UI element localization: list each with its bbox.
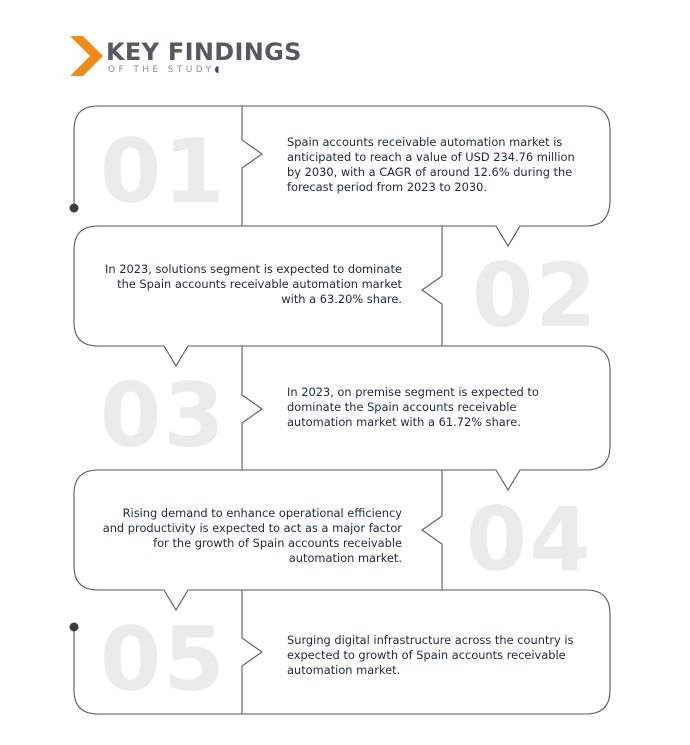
finding-text-05: Surging digital infrastructure across the country is expected to growth of Spain accounts receivable automation market. bbox=[287, 633, 574, 677]
finding-number-01: 01 bbox=[100, 120, 227, 223]
finding-text-02: In 2023, solutions segment is expected to dominate the Spain accounts receivable automation market with a 63.20% share. bbox=[105, 262, 402, 306]
divider-01 bbox=[242, 106, 262, 226]
finding-text-04: Rising demand to enhance operational efficiency and productivity is expected to act as a major factor for the growth of Spain accounts receivable automation market. bbox=[102, 506, 402, 565]
page-title: KEY FINDINGS bbox=[106, 38, 302, 66]
timeline-dot-bottom bbox=[70, 623, 79, 632]
timeline-dot-top bbox=[70, 204, 79, 213]
dot-icon: ◖ bbox=[214, 65, 220, 75]
finding-number-03: 03 bbox=[100, 364, 227, 467]
finding-number-02: 02 bbox=[472, 244, 599, 347]
divider-03 bbox=[242, 346, 262, 470]
finding-number-05: 05 bbox=[100, 608, 227, 711]
divider-05 bbox=[242, 590, 262, 714]
finding-text-01: Spain accounts receivable automation market is anticipated to reach a value of USD 234.76 million by 2030, with a CAGR of around 12.6% during the forecast period from 2023 to 2030. bbox=[287, 135, 575, 194]
finding-text-03: In 2023, on premise segment is expected to dominate the Spain accounts receivable automation market with a 61.72% share. bbox=[287, 385, 539, 429]
divider-04 bbox=[422, 470, 442, 590]
divider-02 bbox=[422, 226, 442, 346]
page-subtitle: OF THE STUDY◖ bbox=[108, 65, 220, 75]
finding-number-04: 04 bbox=[466, 488, 593, 591]
